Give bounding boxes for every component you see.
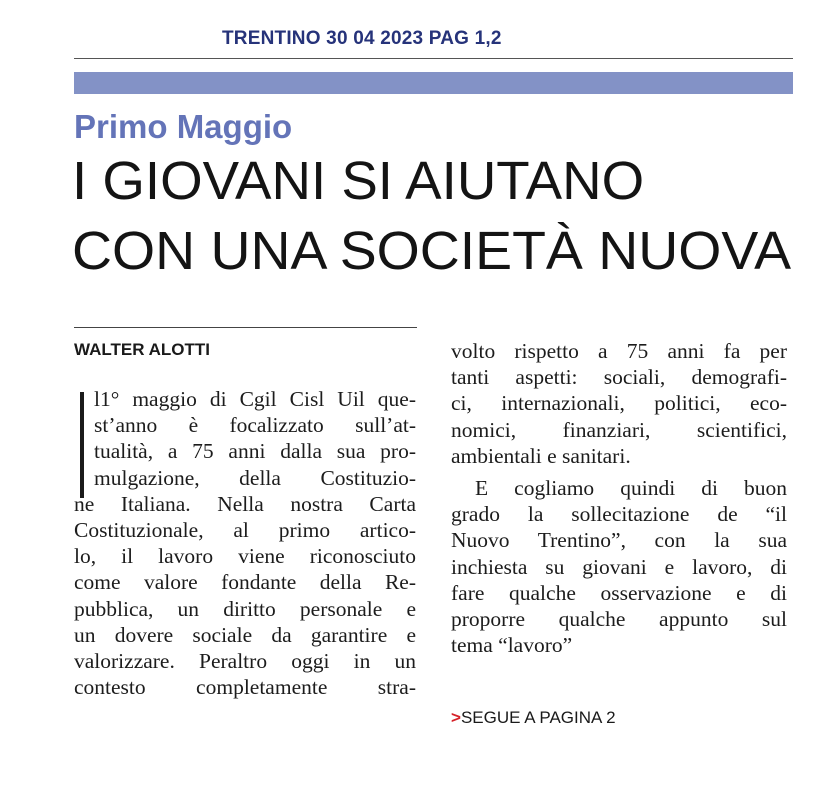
body-text-line: un dovere sociale da garantire e (74, 622, 416, 647)
page-source-label: TRENTINO 30 04 2023 PAG 1,2 (222, 28, 502, 49)
headline-line-1: I GIOVANI SI AIUTANO (72, 151, 645, 211)
body-text-line: ambientali e sanitari. (451, 443, 631, 468)
body-text-line: volto rispetto a 75 anni fa per (451, 339, 787, 363)
article-kicker: Primo Maggio (74, 108, 293, 145)
body-text-line: fare qualche osservazione e di (451, 580, 787, 605)
body-text-line: tualità, a 75 anni dalla sua pro- (94, 439, 416, 464)
body-text-line: tanti aspetti: sociali, demografi- (451, 365, 787, 390)
chevron-right-icon: > (451, 708, 461, 727)
body-text-line: st’anno è focalizzato sull’at- (94, 413, 416, 438)
body-text-line: E cogliamo quindi di buon (475, 476, 787, 500)
continued-on-page[interactable] (451, 708, 616, 728)
author-byline: WALTER ALOTTI (74, 340, 210, 359)
body-text-line: mulgazione, della Costituzio- (94, 465, 416, 490)
body-text-line: nomici, finanziari, scientifici, (451, 417, 787, 442)
body-text-line: valorizzare. Peraltro oggi in un (74, 649, 416, 673)
body-text-line: lo, il lavoro viene riconosciuto (74, 544, 416, 569)
body-text-line: Costituzionale, al primo artico- (74, 518, 416, 542)
body-text-line: proporre qualche appunto sul (451, 607, 787, 631)
byline-divider (74, 327, 417, 328)
body-text-line: contesto completamente stra- (74, 675, 416, 700)
headline-line-2: CON UNA SOCIETÀ NUOVA (72, 221, 792, 281)
top-divider (74, 58, 793, 59)
drop-cap-l (80, 392, 84, 498)
body-text-line: tema “lavoro” (451, 633, 573, 658)
body-text-line: Nuovo Trentino”, con la sua (451, 528, 787, 553)
body-text-line: ci, internazionali, politici, eco- (451, 391, 787, 416)
body-text-line: come valore fondante della Re- (74, 570, 416, 595)
header-color-band (74, 72, 793, 94)
body-text-line: l1° maggio di Cgil Cisl Uil que- (94, 387, 416, 411)
body-text-line: grado la sollecitazione de “il (451, 502, 787, 527)
continued-label: SEGUE A PAGINA 2 (460, 708, 616, 727)
body-text-line: inchiesta su giovani e lavoro, di (451, 554, 787, 579)
body-text-line: pubblica, un diritto personale e (74, 596, 416, 621)
body-text-line: ne Italiana. Nella nostra Carta (74, 491, 416, 516)
